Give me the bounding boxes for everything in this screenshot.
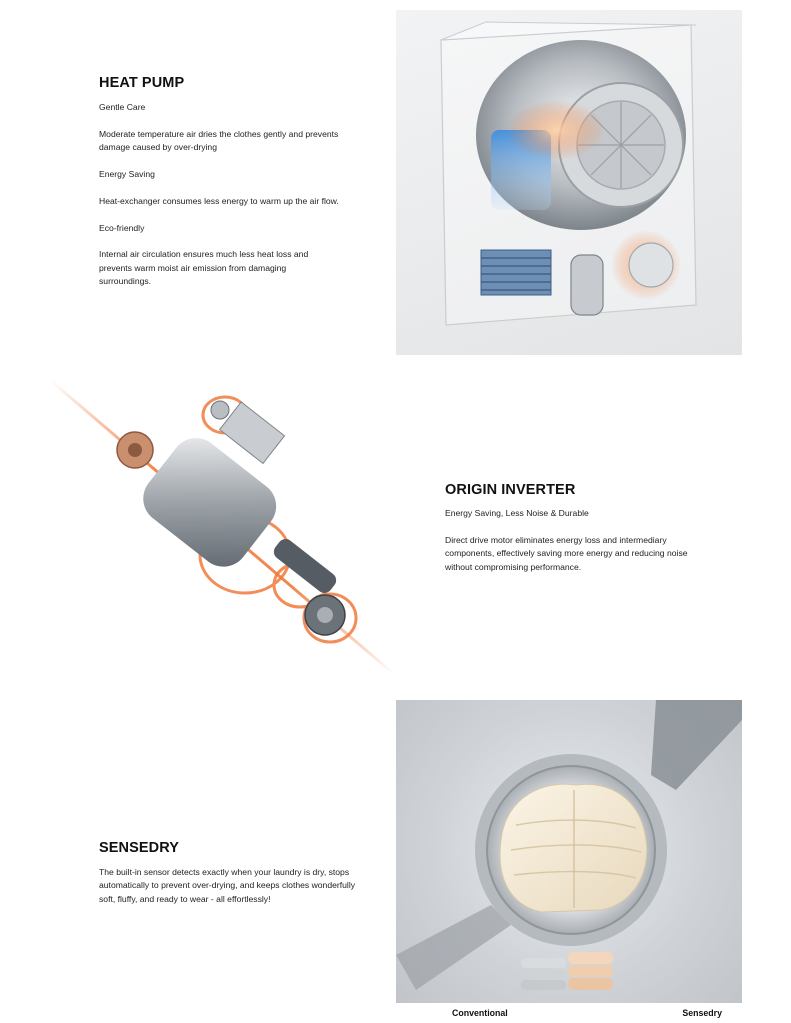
origin-inverter-title: ORIGIN INVERTER [445,482,576,498]
heat-pump-feature-1-desc: Moderate temperature air dries the clothes gently and prevents damage caused by over-drying [99,128,339,153]
sensedry-body: The built-in sensor detects exactly when your laundry is dry, stops automatically to prevent over-drying, and keeps clothes wonderfully soft, fluffy, and ready to wear - all effortlessly! [99,867,356,904]
sensedry-drum-image [396,700,742,1023]
sensedry-label: Sensedry [682,1008,722,1018]
inverter-motor-illustration [40,370,400,680]
heat-pump-feature-3: Eco-friendly [99,222,145,233]
sensedry-text [99,840,359,906]
heat-pump-feature-2: Energy Saving [99,169,155,179]
sensedry-title: SENSEDRY [99,840,180,856]
heat-pump-section [0,0,791,370]
inverter-motor-image [40,370,400,680]
heat-pump-feature-3-desc: Internal air circulation ensures much less heat loss and prevents warm moist air emission from damaging surroundings. [99,249,309,287]
origin-inverter-section [0,370,791,690]
heat-pump-feature-1: Gentle Care [99,102,146,112]
origin-inverter-text [445,482,705,587]
origin-inverter-subtitle: Energy Saving, Less Noise & Durable [445,508,589,518]
heat-pump-title: HEAT PUMP [99,75,185,91]
heat-pump-feature-2-desc: Heat-exchanger consumes less energy to warm up the air flow. [99,195,339,206]
conventional-label: Conventional [452,1008,508,1018]
comparison-caption-bar [396,1003,742,1023]
sensedry-drum-illustration [396,700,742,1003]
dryer-cutaway-illustration [396,10,742,355]
heat-pump-text [99,75,339,302]
sensedry-section [0,690,791,1023]
origin-inverter-body: Direct drive motor eliminates energy loss and intermediary components, effectively saving more energy and reducing noise without compromising performance. [445,534,688,572]
dryer-cutaway-image [396,10,742,355]
